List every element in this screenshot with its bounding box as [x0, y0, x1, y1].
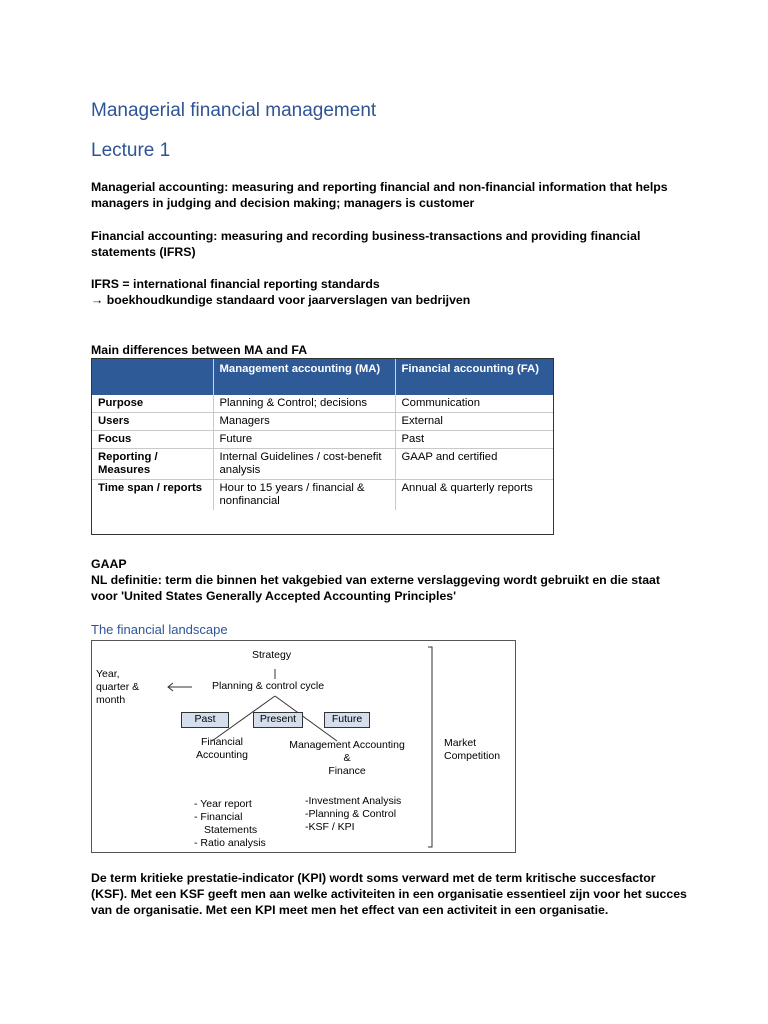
- ma-definition-line-2: managers in judging and decision making; managers is customer: [91, 196, 475, 210]
- table-row: [92, 480, 553, 511]
- kpi-line-1: De term kritieke prestatie-indicator (KPI) wordt soms verward met de term kritische succesfactor: [91, 871, 656, 885]
- page-title: Managerial financial management: [91, 100, 377, 121]
- fa-label-line-2: Accounting: [196, 749, 248, 761]
- row-label: Reporting / Measures: [92, 449, 213, 480]
- row-label: Time span / reports: [92, 480, 213, 511]
- table-header-empty: [92, 359, 213, 395]
- row-label: Users: [92, 413, 213, 431]
- ma-items-list: [305, 795, 401, 834]
- gaap-line-1: NL definitie: term die binnen het vakgebied van externe verslaggeving wordt gebruikt en die staat: [91, 573, 660, 587]
- period-line-2: quarter &: [96, 681, 140, 693]
- ifrs-line-1: IFRS = international financial reporting standards: [91, 277, 380, 291]
- ma-cell: Managers: [213, 413, 395, 431]
- ma-definition-line-1: Managerial accounting: measuring and reporting financial and non-financial information that helps: [91, 180, 668, 194]
- list-item: -Investment Analysis: [305, 795, 402, 807]
- fa-cell: GAAP and certified: [395, 449, 553, 480]
- landscape-heading: The financial landscape: [91, 622, 228, 637]
- table-header-row: [92, 359, 553, 395]
- row-label: Purpose: [92, 395, 213, 413]
- gaap-definition: [91, 572, 691, 604]
- present-box: Present: [253, 712, 303, 728]
- list-item: Statements: [204, 824, 258, 836]
- list-item: - Financial: [194, 811, 243, 823]
- period-line-3: month: [96, 694, 126, 706]
- gaap-line-2: voor 'United States Generally Accepted Accounting Principles': [91, 589, 457, 603]
- period-line-1: Year,: [96, 668, 120, 680]
- bracket-right: [428, 647, 432, 847]
- kpi-paragraph: [91, 870, 701, 918]
- financial-accounting-label: [192, 736, 252, 762]
- fa-cell: Past: [395, 431, 553, 449]
- table-row: [92, 395, 553, 413]
- strategy-label: Strategy: [252, 649, 292, 661]
- table-header-ma: Management accounting (MA): [213, 359, 395, 395]
- ma-fa-comparison-table: [91, 358, 554, 535]
- table-header-fa: Financial accounting (FA): [395, 359, 553, 395]
- management-accounting-label: [277, 739, 417, 778]
- fa-definition-line-2: statements (IFRS): [91, 245, 196, 259]
- maf-label-line-1: Management Accounting: [289, 739, 405, 751]
- table-row: [92, 431, 553, 449]
- fa-cell: Communication: [395, 395, 553, 413]
- ifrs-definition: [91, 276, 691, 308]
- past-box: Past: [181, 712, 229, 728]
- ma-cell: Hour to 15 years / financial & nonfinancial: [213, 480, 395, 511]
- list-item: - Ratio analysis: [194, 837, 266, 849]
- ifrs-line-2: → boekhoudkundige standaard voor jaarverslagen van bedrijven: [91, 293, 471, 307]
- market-line-1: Market: [444, 737, 477, 749]
- fa-definition-line-1: Financial accounting: measuring and recording business-transactions and providing financial: [91, 229, 641, 243]
- fa-cell: External: [395, 413, 553, 431]
- list-item: -Planning & Control: [305, 808, 397, 820]
- table-row: [92, 413, 553, 431]
- ma-cell: Planning & Control; decisions: [213, 395, 395, 413]
- future-box: Future: [324, 712, 370, 728]
- ma-cell: Future: [213, 431, 395, 449]
- ma-cell: Internal Guidelines / cost-benefit analysis: [213, 449, 395, 480]
- row-label: Focus: [92, 431, 213, 449]
- table-row: [92, 449, 553, 480]
- maf-label-line-3: Finance: [328, 765, 366, 777]
- fa-definition: [91, 228, 691, 260]
- maf-label-line-2: &: [343, 752, 351, 764]
- list-item: -KSF / KPI: [305, 821, 355, 833]
- gaap-heading: GAAP: [91, 557, 127, 571]
- planning-cycle-label: Planning & control cycle: [212, 680, 325, 692]
- differences-heading: Main differences between MA and FA: [91, 343, 308, 357]
- period-label: [96, 668, 139, 707]
- fa-label-line-1: Financial: [200, 736, 244, 748]
- kpi-line-3: van de organisatie. Met een KPI meet men het effect van een activiteit in een organisatie.: [91, 903, 609, 917]
- market-line-2: Competition: [444, 750, 501, 762]
- ma-definition: [91, 179, 691, 211]
- kpi-line-2: (KSF). Met een KSF geeft men aan welke activiteiten in een organisatie essentieel zijn voor het succes: [91, 887, 687, 901]
- financial-landscape-diagram: [91, 640, 516, 853]
- fa-cell: Annual & quarterly reports: [401, 482, 533, 494]
- list-item: - Year report: [194, 798, 252, 810]
- fa-items-list: [194, 798, 266, 850]
- lecture-heading: Lecture 1: [91, 140, 171, 161]
- market-label: [444, 737, 500, 763]
